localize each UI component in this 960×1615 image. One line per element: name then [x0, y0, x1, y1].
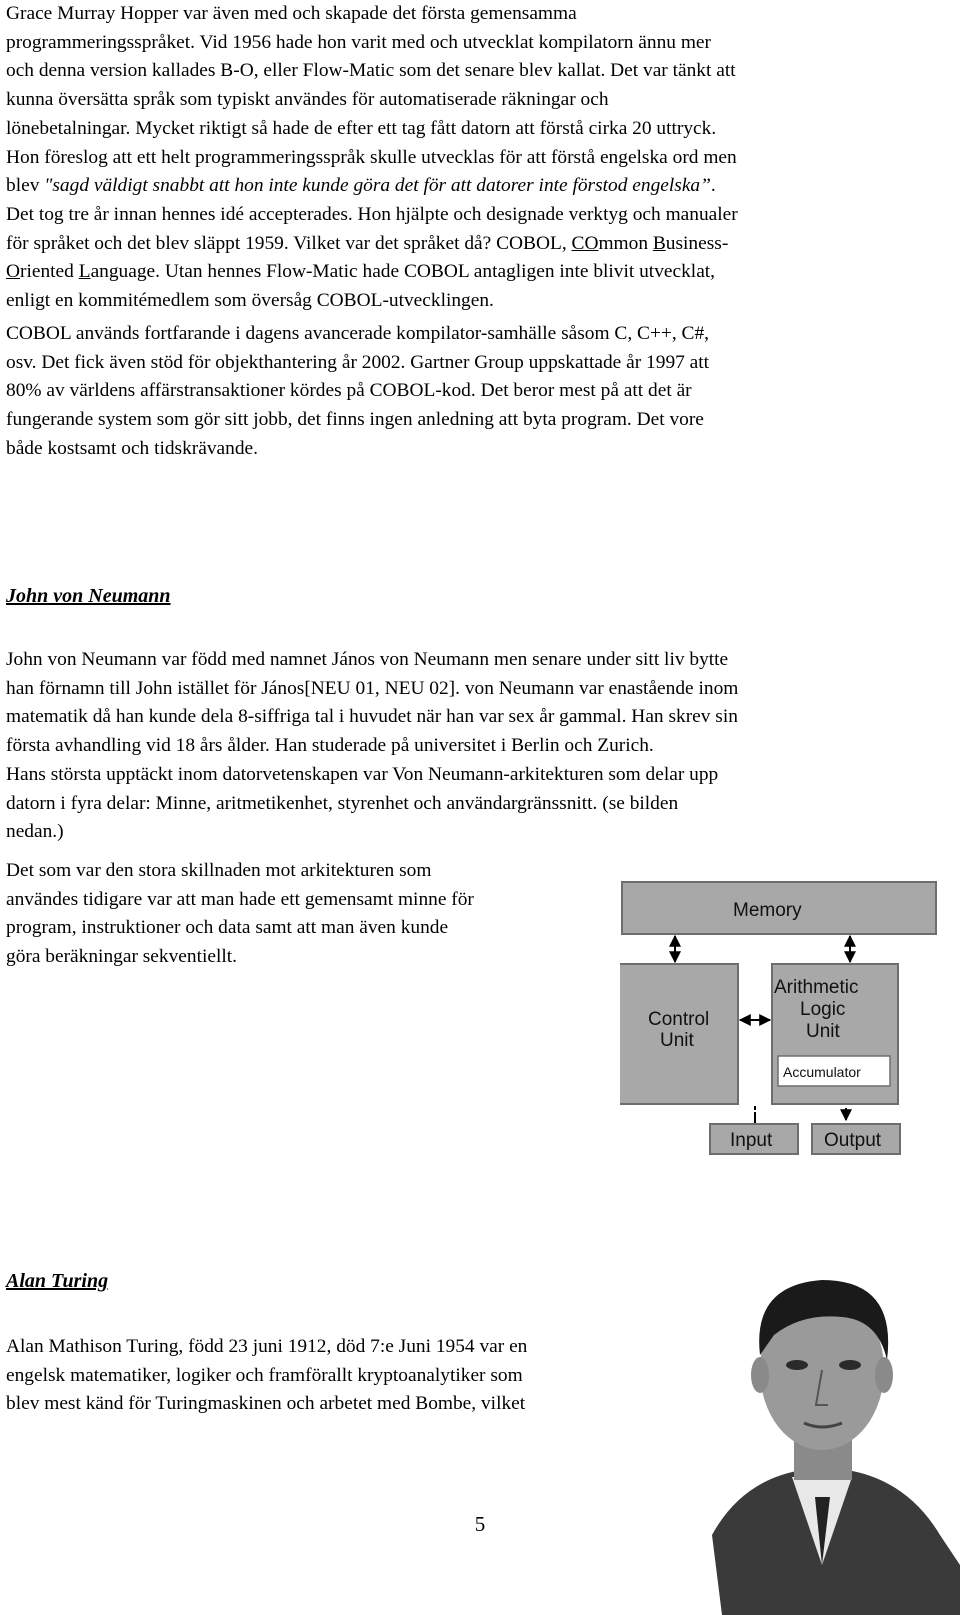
hopper-text-2: . Det tog tre år innan hennes idé accepterades. Hon hjälpte och designade verktyg och manualer för språket och det blev släppt 1959. Vilket var det språket då? COBOL,	[6, 175, 738, 254]
neumann-side-paragraph: Det som var den stora skillnaden mot arkitekturen som användes tidigare var att man hade ett gemensamt minne för program, instruktioner och data samt att man även kunde göra beräkningar sekventiellt.	[6, 860, 474, 968]
alu-label-3: Unit	[806, 1021, 840, 1042]
von-neumann-diagram	[620, 880, 940, 1180]
hopper-quote: "sagd väldigt snabbt att hon inte kunde göra det för att datorer inte förstod engelska”	[44, 175, 711, 197]
page-number: 5	[474, 1512, 486, 1536]
cobol-word-common: mmon	[598, 232, 653, 254]
neumann-paragraph: John von Neumann var född med namnet János von Neumann men senare under sitt liv bytte han förnamn till John istället för János[NEU 01, NEU 02]. von Neumann var enastående inom matematik då han kunde dela 8-siffriga tal i huvudet när han var sex år gammal. Han skrev sin första avhandling vid 18 års ålder. Han studerade på universitet i Berlin och Zurich. Hans största upptäckt inom datorvetenskapen var Von Neumann-arkitekturen som delar upp datorn i fyra delar: Minne, aritmetikenhet, styrenhet och användargränssnitt. (se bilden nedan.)	[6, 649, 739, 843]
control-unit-label-1: Control	[648, 1009, 710, 1030]
control-unit-label-2: Unit	[660, 1030, 694, 1051]
cobol-word-business: usiness-	[665, 232, 729, 254]
cobol-letter-b: B	[652, 232, 666, 254]
alu-label-2: Logic	[800, 999, 846, 1020]
hopper-paragraph	[6, 0, 956, 316]
hopper-text-1: Grace Murray Hopper var även med och skapade det första gemensamma programmeringsspråket. Vid 1956 hade hon varit med och utvecklat kompilatorn ännu mer och denna version kallades B-O, eller Flow-Matic som det senare blev kallat. Det var tänkt att kunna översätta språk som typiskt användes för automatiserade räkningar och lönebetalningar. Mycket riktigt så hade de efter ett tag fått datorn att förstå cirka 20 uttryck. Hon föreslog att ett helt programmeringsspråk skulle utvecklas för att förstå engelska ord men blev	[6, 3, 737, 197]
output-label: Output	[824, 1130, 882, 1151]
alan-turing-portrait	[682, 1265, 960, 1615]
hopper-text-3: anguage. Utan hennes Flow-Matic hade COBOL antagligen inte blivit utvecklat, enligt en kommitémedlem som översåg COBOL-utvecklingen.	[6, 261, 716, 312]
turing-paragraph: Alan Mathison Turing, född 23 juni 1912, död 7:e Juni 1954 var en engelsk matematiker, logiker och framförallt kryptoanalytiker som blev mest känd för Turingmaskinen och arbetet med Bombe, vilket	[6, 1336, 528, 1415]
cobol-word-oriented: riented	[20, 261, 79, 283]
cobol-letter-co: CO	[571, 232, 599, 254]
input-label: Input	[730, 1130, 773, 1151]
alu-label-1: Arithmetic	[774, 977, 859, 998]
cobol-letter-o: O	[6, 261, 21, 283]
neumann-heading: John von Neumann	[6, 585, 171, 607]
cobol-paragraph: COBOL används fortfarande i dagens avancerade kompilator-samhälle såsom C, C++, C#, osv. Det fick även stöd för objekthantering år 2002. Gartner Group uppskattade år 1997 att 80% av världens affärstransaktioner kördes på COBOL-kod. Det beror mest på att det är fungerande system som gör sitt jobb, det finns ingen anledning att byta program. Det vore både kostsamt och tidskrävande.	[6, 323, 710, 459]
memory-label: Memory	[733, 900, 802, 921]
accumulator-label: Accumulator	[783, 1064, 861, 1080]
cobol-letter-l: L	[78, 261, 91, 283]
turing-heading: Alan Turing	[6, 1270, 109, 1292]
